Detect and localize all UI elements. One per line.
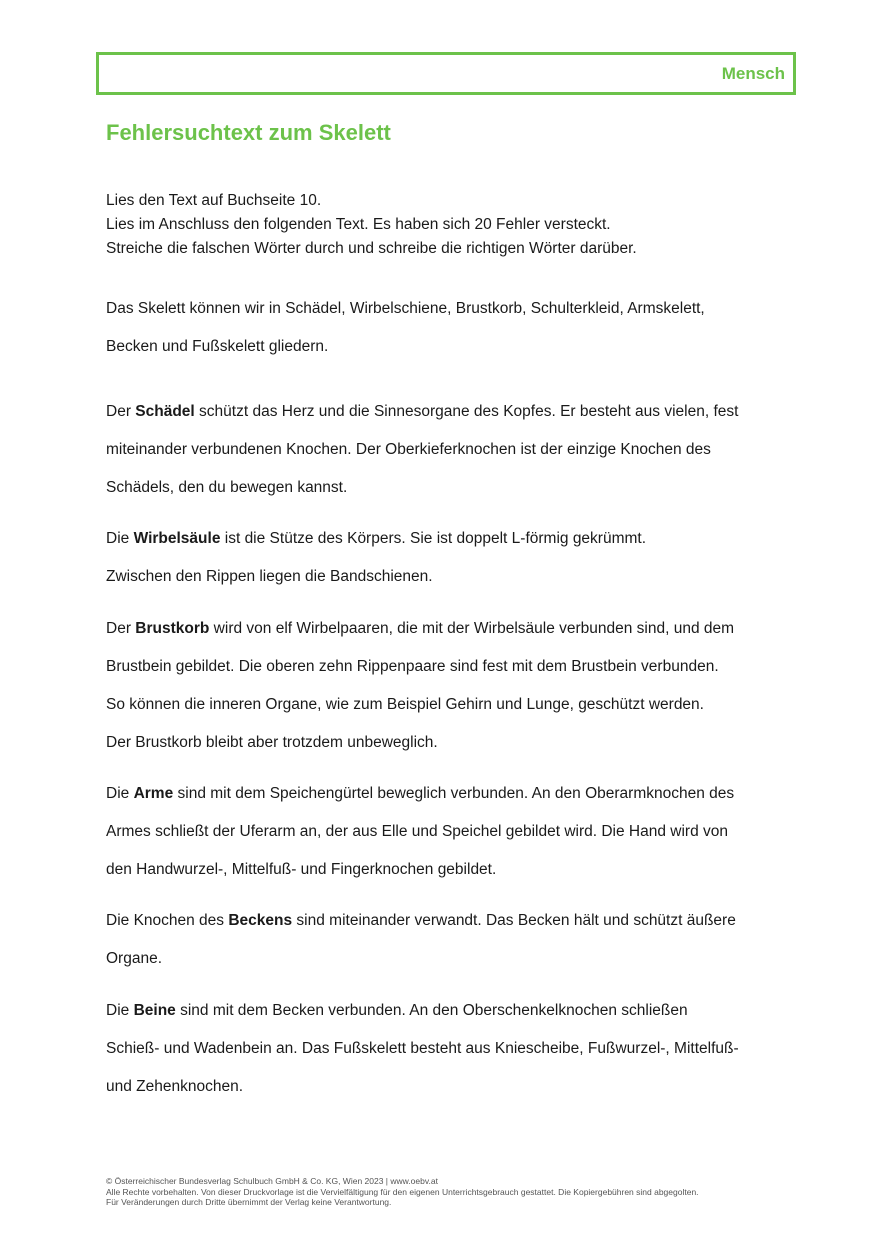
text-line: miteinander verbundenen Knochen. Der Oberkieferknochen ist der einzige Knochen des bbox=[106, 441, 711, 458]
text-line: Das Skelett können wir in Schädel, Wirbelschiene, Brustkorb, Schulterkleid, Armskelett, bbox=[106, 300, 705, 317]
keyword-bold: Arme bbox=[133, 785, 174, 802]
text-line: Schädels, den du bewegen kannst. bbox=[106, 479, 348, 496]
text-line: Zwischen den Rippen liegen die Bandschienen. bbox=[106, 568, 433, 585]
header-box bbox=[96, 52, 796, 95]
keyword-bold: Beine bbox=[133, 1002, 176, 1019]
page-title: Fehlersuchtext zum Skelett bbox=[106, 120, 391, 145]
paragraph-brustkorb bbox=[106, 618, 734, 770]
copyright-line: © Österreichischer Bundesverlag Schulbuch GmbH & Co. KG, Wien 2023 | www.oebv.at bbox=[106, 1176, 438, 1186]
text-line: Der Schädel schützt das Herz und die Sinnesorgane des Kopfes. Er besteht aus vielen, fest bbox=[106, 403, 739, 420]
text-line: So können die inneren Organe, wie zum Beispiel Gehirn und Lunge, geschützt werden. bbox=[106, 696, 704, 713]
disclaimer-line: Für Veränderungen durch Dritte übernimmt der Verlag keine Verantwortung. bbox=[106, 1197, 392, 1207]
text-line: Schieß- und Wadenbein an. Das Fußskelett besteht aus Kniescheibe, Fußwurzel-, Mittelfuß- bbox=[106, 1040, 739, 1057]
instruction-line: Streiche die falschen Wörter durch und schreibe die richtigen Wörter darüber. bbox=[106, 240, 637, 257]
instructions bbox=[106, 189, 637, 261]
keyword-bold: Brustkorb bbox=[135, 620, 210, 637]
paragraph-intro bbox=[106, 298, 705, 374]
rights-line: Alle Rechte vorbehalten. Von dieser Druckvorlage ist die Vervielfältigung für den eigenen Unterrichtsgebrauch gestattet. Die Kopiergebühren sind abgegolten. bbox=[106, 1186, 699, 1197]
paragraph-schaedel bbox=[106, 401, 738, 515]
keyword-bold: Schädel bbox=[135, 403, 195, 420]
text-line: Armes schließt der Uferarm an, der aus Elle und Speichel gebildet wird. Die Hand wird von bbox=[106, 823, 729, 840]
paragraph-becken bbox=[106, 910, 736, 986]
footer bbox=[106, 1176, 699, 1208]
paragraph-arme bbox=[106, 783, 734, 897]
keyword-bold: Wirbelsäule bbox=[133, 530, 221, 547]
text-line: Becken und Fußskelett gliedern. bbox=[106, 338, 329, 355]
paragraph-beine bbox=[106, 1000, 739, 1114]
text-line: Der Brustkorb wird von elf Wirbelpaaren, die mit der Wirbelsäule verbunden sind, und dem bbox=[106, 620, 735, 637]
instruction-line: Lies im Anschluss den folgenden Text. Es haben sich 20 Fehler versteckt. bbox=[106, 216, 611, 233]
text-line: und Zehenknochen. bbox=[106, 1078, 244, 1095]
text-line: Der Brustkorb bleibt aber trotzdem unbeweglich. bbox=[106, 734, 438, 751]
text-line: Brustbein gebildet. Die oberen zehn Rippenpaare sind fest mit dem Brustbein verbunden. bbox=[106, 658, 719, 675]
text-line: Die Knochen des Beckens sind miteinander verwandt. Das Becken hält und schützt äußere bbox=[106, 912, 736, 929]
paragraph-wirbelsaeule bbox=[106, 528, 646, 604]
subject-label: Mensch bbox=[721, 64, 785, 83]
keyword-bold: Beckens bbox=[228, 912, 293, 929]
instruction-line: Lies den Text auf Buchseite 10. bbox=[106, 192, 322, 209]
text-line: Die Beine sind mit dem Becken verbunden. An den Oberschenkelknochen schließen bbox=[106, 1002, 688, 1019]
text-line: Die Arme sind mit dem Speichengürtel beweglich verbunden. An den Oberarmknochen des bbox=[106, 785, 735, 802]
text-line: Die Wirbelsäule ist die Stütze des Körpers. Sie ist doppelt L-förmig gekrümmt. bbox=[106, 530, 647, 547]
text-line: Organe. bbox=[106, 950, 163, 967]
text-line: den Handwurzel-, Mittelfuß- und Fingerknochen gebildet. bbox=[106, 861, 497, 878]
